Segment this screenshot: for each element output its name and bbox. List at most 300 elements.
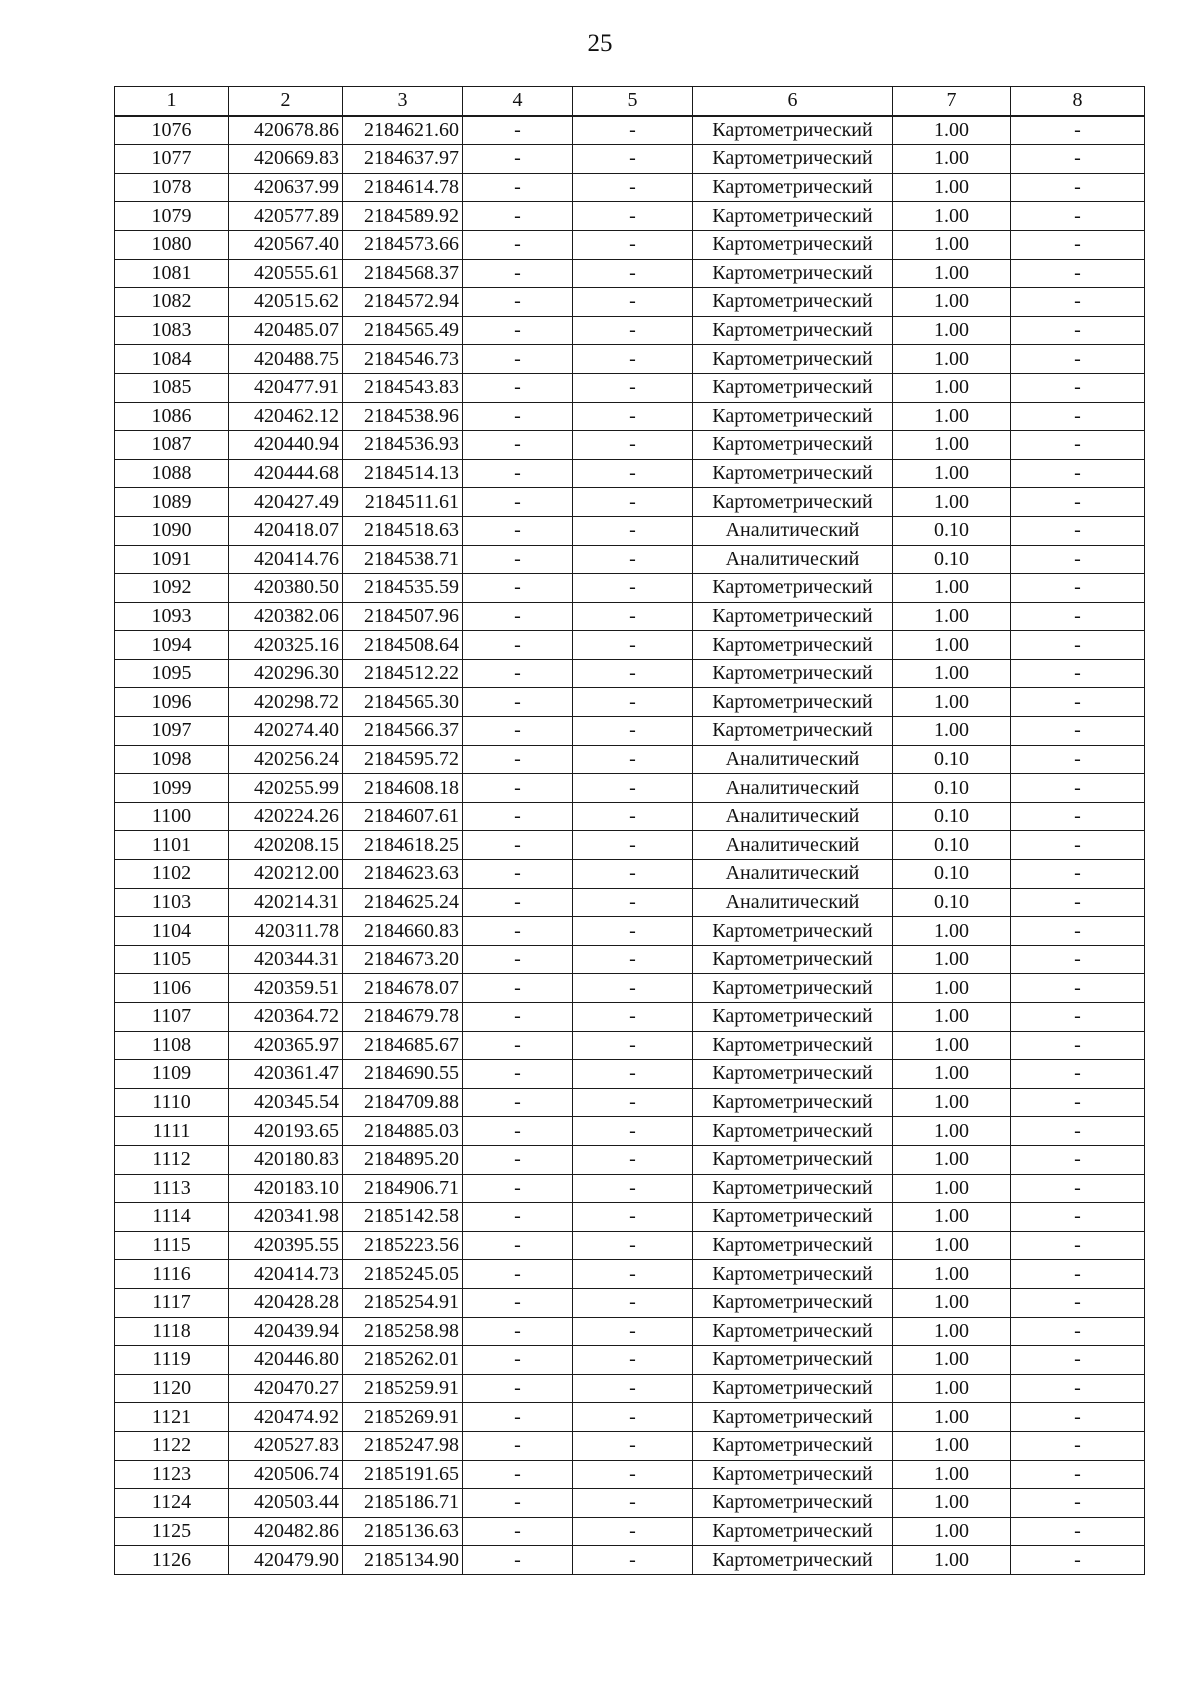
coord-x-cell: 420382.06 — [229, 602, 343, 631]
accuracy-cell: 1.00 — [893, 574, 1011, 603]
table-row — [115, 688, 1145, 717]
accuracy-cell: 1.00 — [893, 917, 1011, 946]
point-number-cell: 1088 — [115, 459, 229, 488]
coord-y-cell: 2184618.25 — [343, 831, 463, 860]
col4-value-cell: - — [463, 345, 573, 374]
point-number-cell: 1122 — [115, 1431, 229, 1460]
coord-y-cell: 2184906.71 — [343, 1174, 463, 1203]
method-cell: Картометрический — [693, 602, 893, 631]
coord-y-cell: 2184608.18 — [343, 774, 463, 803]
table-row — [115, 516, 1145, 545]
coord-x-cell: 420180.83 — [229, 1145, 343, 1174]
method-cell: Картометрический — [693, 717, 893, 746]
col4-value-cell: - — [463, 574, 573, 603]
col4-value-cell: - — [463, 1431, 573, 1460]
accuracy-cell: 0.10 — [893, 745, 1011, 774]
coord-x-cell: 420325.16 — [229, 631, 343, 660]
method-cell: Картометрический — [693, 173, 893, 202]
table-row — [115, 345, 1145, 374]
accuracy-cell: 0.10 — [893, 860, 1011, 889]
coord-y-cell: 2184546.73 — [343, 345, 463, 374]
table-row — [115, 288, 1145, 317]
point-number-cell: 1125 — [115, 1517, 229, 1546]
coord-x-cell: 420380.50 — [229, 574, 343, 603]
method-cell: Картометрический — [693, 373, 893, 402]
point-number-cell: 1111 — [115, 1117, 229, 1146]
method-cell: Картометрический — [693, 431, 893, 460]
method-cell: Картометрический — [693, 688, 893, 717]
coord-y-cell: 2184565.30 — [343, 688, 463, 717]
col8-value-cell: - — [1011, 116, 1145, 145]
coord-x-cell: 420345.54 — [229, 1088, 343, 1117]
coord-x-cell: 420503.44 — [229, 1489, 343, 1518]
table-row — [115, 116, 1145, 145]
col5-value-cell: - — [573, 1546, 693, 1575]
col4-value-cell: - — [463, 1288, 573, 1317]
col4-value-cell: - — [463, 888, 573, 917]
method-cell: Картометрический — [693, 1374, 893, 1403]
coord-x-cell: 420212.00 — [229, 860, 343, 889]
table-header — [115, 87, 1145, 116]
col8-value-cell: - — [1011, 1431, 1145, 1460]
method-cell: Картометрический — [693, 917, 893, 946]
col5-value-cell: - — [573, 173, 693, 202]
coord-y-cell: 2184690.55 — [343, 1060, 463, 1089]
method-cell: Картометрический — [693, 288, 893, 317]
point-number-cell: 1121 — [115, 1403, 229, 1432]
method-cell: Картометрический — [693, 1117, 893, 1146]
col4-value-cell: - — [463, 602, 573, 631]
col8-value-cell: - — [1011, 1003, 1145, 1032]
coord-x-cell: 420427.49 — [229, 488, 343, 517]
point-number-cell: 1079 — [115, 202, 229, 231]
accuracy-cell: 1.00 — [893, 145, 1011, 174]
accuracy-cell: 1.00 — [893, 316, 1011, 345]
col4-value-cell: - — [463, 860, 573, 889]
col4-value-cell: - — [463, 1489, 573, 1518]
col5-value-cell: - — [573, 1117, 693, 1146]
coord-y-cell: 2185258.98 — [343, 1317, 463, 1346]
method-cell: Картометрический — [693, 1288, 893, 1317]
method-cell: Картометрический — [693, 316, 893, 345]
col8-value-cell: - — [1011, 459, 1145, 488]
table-row — [115, 1489, 1145, 1518]
table-body — [115, 116, 1145, 1575]
coord-x-cell: 420446.80 — [229, 1346, 343, 1375]
table-row — [115, 1288, 1145, 1317]
col8-value-cell: - — [1011, 316, 1145, 345]
col5-value-cell: - — [573, 831, 693, 860]
accuracy-cell: 1.00 — [893, 1403, 1011, 1432]
col5-value-cell: - — [573, 431, 693, 460]
table-row — [115, 1003, 1145, 1032]
method-cell: Картометрический — [693, 230, 893, 259]
col5-value-cell: - — [573, 1203, 693, 1232]
column-header-6: 6 — [693, 87, 893, 116]
coord-x-cell: 420359.51 — [229, 974, 343, 1003]
coord-x-cell: 420515.62 — [229, 288, 343, 317]
col8-value-cell: - — [1011, 717, 1145, 746]
method-cell: Картометрический — [693, 1260, 893, 1289]
column-header-1: 1 — [115, 87, 229, 116]
method-cell: Картометрический — [693, 402, 893, 431]
coord-y-cell: 2185186.71 — [343, 1489, 463, 1518]
accuracy-cell: 1.00 — [893, 1374, 1011, 1403]
coord-x-cell: 420637.99 — [229, 173, 343, 202]
coord-y-cell: 2184621.60 — [343, 116, 463, 145]
accuracy-cell: 1.00 — [893, 1489, 1011, 1518]
col5-value-cell: - — [573, 345, 693, 374]
point-number-cell: 1109 — [115, 1060, 229, 1089]
coord-x-cell: 420298.72 — [229, 688, 343, 717]
coord-x-cell: 420678.86 — [229, 116, 343, 145]
coord-y-cell: 2184572.94 — [343, 288, 463, 317]
col4-value-cell: - — [463, 659, 573, 688]
col5-value-cell: - — [573, 602, 693, 631]
col4-value-cell: - — [463, 717, 573, 746]
coord-y-cell: 2184895.20 — [343, 1145, 463, 1174]
point-number-cell: 1104 — [115, 917, 229, 946]
accuracy-cell: 1.00 — [893, 345, 1011, 374]
accuracy-cell: 1.00 — [893, 373, 1011, 402]
method-cell: Картометрический — [693, 1460, 893, 1489]
coord-x-cell: 420193.65 — [229, 1117, 343, 1146]
accuracy-cell: 1.00 — [893, 1174, 1011, 1203]
table-row — [115, 1260, 1145, 1289]
point-number-cell: 1089 — [115, 488, 229, 517]
col8-value-cell: - — [1011, 1346, 1145, 1375]
point-number-cell: 1084 — [115, 345, 229, 374]
coord-y-cell: 2184885.03 — [343, 1117, 463, 1146]
table-row — [115, 831, 1145, 860]
coord-x-cell: 420439.94 — [229, 1317, 343, 1346]
col5-value-cell: - — [573, 1374, 693, 1403]
accuracy-cell: 1.00 — [893, 1431, 1011, 1460]
accuracy-cell: 1.00 — [893, 1517, 1011, 1546]
accuracy-cell: 0.10 — [893, 774, 1011, 803]
table-row — [115, 545, 1145, 574]
accuracy-cell: 1.00 — [893, 259, 1011, 288]
table-row — [115, 259, 1145, 288]
method-cell: Картометрический — [693, 1145, 893, 1174]
col5-value-cell: - — [573, 1517, 693, 1546]
table-row — [115, 1174, 1145, 1203]
table-row — [115, 659, 1145, 688]
col5-value-cell: - — [573, 1060, 693, 1089]
col8-value-cell: - — [1011, 1489, 1145, 1518]
point-number-cell: 1082 — [115, 288, 229, 317]
col5-value-cell: - — [573, 1003, 693, 1032]
coord-x-cell: 420414.73 — [229, 1260, 343, 1289]
col4-value-cell: - — [463, 431, 573, 460]
accuracy-cell: 1.00 — [893, 974, 1011, 1003]
table-row — [115, 402, 1145, 431]
col8-value-cell: - — [1011, 945, 1145, 974]
col5-value-cell: - — [573, 860, 693, 889]
accuracy-cell: 1.00 — [893, 1346, 1011, 1375]
point-number-cell: 1097 — [115, 717, 229, 746]
col4-value-cell: - — [463, 1231, 573, 1260]
accuracy-cell: 1.00 — [893, 173, 1011, 202]
accuracy-cell: 1.00 — [893, 688, 1011, 717]
col5-value-cell: - — [573, 145, 693, 174]
coord-x-cell: 420577.89 — [229, 202, 343, 231]
table-row — [115, 173, 1145, 202]
method-cell: Картометрический — [693, 1231, 893, 1260]
coord-y-cell: 2185191.65 — [343, 1460, 463, 1489]
col4-value-cell: - — [463, 1003, 573, 1032]
table-row — [115, 717, 1145, 746]
coord-y-cell: 2185134.90 — [343, 1546, 463, 1575]
accuracy-cell: 1.00 — [893, 1145, 1011, 1174]
coord-x-cell: 420224.26 — [229, 802, 343, 831]
method-cell: Картометрический — [693, 116, 893, 145]
table-row — [115, 431, 1145, 460]
accuracy-cell: 1.00 — [893, 717, 1011, 746]
point-number-cell: 1081 — [115, 259, 229, 288]
col5-value-cell: - — [573, 1174, 693, 1203]
col4-value-cell: - — [463, 631, 573, 660]
col5-value-cell: - — [573, 945, 693, 974]
col4-value-cell: - — [463, 1260, 573, 1289]
col8-value-cell: - — [1011, 831, 1145, 860]
coord-x-cell: 420474.92 — [229, 1403, 343, 1432]
point-number-cell: 1094 — [115, 631, 229, 660]
col5-value-cell: - — [573, 631, 693, 660]
col5-value-cell: - — [573, 1231, 693, 1260]
coord-y-cell: 2184568.37 — [343, 259, 463, 288]
col5-value-cell: - — [573, 1317, 693, 1346]
table-row — [115, 574, 1145, 603]
coord-x-cell: 420418.07 — [229, 516, 343, 545]
col8-value-cell: - — [1011, 1231, 1145, 1260]
point-number-cell: 1092 — [115, 574, 229, 603]
col4-value-cell: - — [463, 516, 573, 545]
col5-value-cell: - — [573, 1489, 693, 1518]
coord-x-cell: 420311.78 — [229, 917, 343, 946]
coord-y-cell: 2185245.05 — [343, 1260, 463, 1289]
coord-x-cell: 420274.40 — [229, 717, 343, 746]
coord-y-cell: 2185247.98 — [343, 1431, 463, 1460]
method-cell: Картометрический — [693, 1203, 893, 1232]
method-cell: Картометрический — [693, 945, 893, 974]
coord-x-cell: 420555.61 — [229, 259, 343, 288]
table-row — [115, 1031, 1145, 1060]
col8-value-cell: - — [1011, 1088, 1145, 1117]
col8-value-cell: - — [1011, 688, 1145, 717]
table-row — [115, 1546, 1145, 1575]
col4-value-cell: - — [463, 173, 573, 202]
accuracy-cell: 1.00 — [893, 1088, 1011, 1117]
coord-y-cell: 2184512.22 — [343, 659, 463, 688]
table-row — [115, 1231, 1145, 1260]
col8-value-cell: - — [1011, 1145, 1145, 1174]
col8-value-cell: - — [1011, 745, 1145, 774]
col5-value-cell: - — [573, 774, 693, 803]
point-number-cell: 1115 — [115, 1231, 229, 1260]
col4-value-cell: - — [463, 1174, 573, 1203]
coord-y-cell: 2184589.92 — [343, 202, 463, 231]
coord-x-cell: 420488.75 — [229, 345, 343, 374]
point-number-cell: 1078 — [115, 173, 229, 202]
coord-y-cell: 2184679.78 — [343, 1003, 463, 1032]
coord-y-cell: 2184536.93 — [343, 431, 463, 460]
col5-value-cell: - — [573, 1145, 693, 1174]
coord-x-cell: 420428.28 — [229, 1288, 343, 1317]
accuracy-cell: 0.10 — [893, 802, 1011, 831]
table-row — [115, 316, 1145, 345]
method-cell: Картометрический — [693, 1346, 893, 1375]
coord-y-cell: 2184709.88 — [343, 1088, 463, 1117]
coord-x-cell: 420256.24 — [229, 745, 343, 774]
coord-y-cell: 2184660.83 — [343, 917, 463, 946]
coord-y-cell: 2184538.71 — [343, 545, 463, 574]
table-row — [115, 945, 1145, 974]
accuracy-cell: 1.00 — [893, 288, 1011, 317]
col8-value-cell: - — [1011, 1174, 1145, 1203]
point-number-cell: 1124 — [115, 1489, 229, 1518]
accuracy-cell: 0.10 — [893, 831, 1011, 860]
coord-y-cell: 2185136.63 — [343, 1517, 463, 1546]
col8-value-cell: - — [1011, 602, 1145, 631]
col8-value-cell: - — [1011, 259, 1145, 288]
col8-value-cell: - — [1011, 1317, 1145, 1346]
coord-x-cell: 420479.90 — [229, 1546, 343, 1575]
coord-x-cell: 420444.68 — [229, 459, 343, 488]
col4-value-cell: - — [463, 831, 573, 860]
coord-x-cell: 420341.98 — [229, 1203, 343, 1232]
coordinates-table — [114, 86, 1145, 1575]
coord-y-cell: 2184565.49 — [343, 316, 463, 345]
point-number-cell: 1113 — [115, 1174, 229, 1203]
table-row — [115, 1145, 1145, 1174]
method-cell: Картометрический — [693, 1174, 893, 1203]
method-cell: Картометрический — [693, 1088, 893, 1117]
method-cell: Картометрический — [693, 1031, 893, 1060]
point-number-cell: 1102 — [115, 860, 229, 889]
col5-value-cell: - — [573, 402, 693, 431]
table-row — [115, 860, 1145, 889]
point-number-cell: 1083 — [115, 316, 229, 345]
col4-value-cell: - — [463, 288, 573, 317]
method-cell: Картометрический — [693, 1431, 893, 1460]
col5-value-cell: - — [573, 516, 693, 545]
accuracy-cell: 1.00 — [893, 1117, 1011, 1146]
coord-y-cell: 2184623.63 — [343, 860, 463, 889]
coord-y-cell: 2185269.91 — [343, 1403, 463, 1432]
point-number-cell: 1085 — [115, 373, 229, 402]
coord-x-cell: 420364.72 — [229, 1003, 343, 1032]
coord-y-cell: 2184607.61 — [343, 802, 463, 831]
col4-value-cell: - — [463, 1117, 573, 1146]
table-row — [115, 602, 1145, 631]
method-cell: Аналитический — [693, 545, 893, 574]
point-number-cell: 1110 — [115, 1088, 229, 1117]
method-cell: Картометрический — [693, 974, 893, 1003]
coord-y-cell: 2184514.13 — [343, 459, 463, 488]
coord-x-cell: 420296.30 — [229, 659, 343, 688]
point-number-cell: 1103 — [115, 888, 229, 917]
col4-value-cell: - — [463, 1460, 573, 1489]
table-row — [115, 1431, 1145, 1460]
col4-value-cell: - — [463, 802, 573, 831]
point-number-cell: 1086 — [115, 402, 229, 431]
coord-x-cell: 420255.99 — [229, 774, 343, 803]
point-number-cell: 1116 — [115, 1260, 229, 1289]
method-cell: Картометрический — [693, 1060, 893, 1089]
col8-value-cell: - — [1011, 545, 1145, 574]
point-number-cell: 1090 — [115, 516, 229, 545]
col5-value-cell: - — [573, 1088, 693, 1117]
coord-y-cell: 2184678.07 — [343, 974, 463, 1003]
col8-value-cell: - — [1011, 1374, 1145, 1403]
column-header-8: 8 — [1011, 87, 1145, 116]
coord-y-cell: 2184573.66 — [343, 230, 463, 259]
accuracy-cell: 1.00 — [893, 1203, 1011, 1232]
point-number-cell: 1107 — [115, 1003, 229, 1032]
column-header-2: 2 — [229, 87, 343, 116]
col8-value-cell: - — [1011, 974, 1145, 1003]
method-cell: Картометрический — [693, 1546, 893, 1575]
col8-value-cell: - — [1011, 774, 1145, 803]
col4-value-cell: - — [463, 1203, 573, 1232]
method-cell: Картометрический — [693, 345, 893, 374]
coord-x-cell: 420214.31 — [229, 888, 343, 917]
method-cell: Аналитический — [693, 774, 893, 803]
col4-value-cell: - — [463, 688, 573, 717]
coord-x-cell: 420361.47 — [229, 1060, 343, 1089]
table-row — [115, 802, 1145, 831]
col4-value-cell: - — [463, 488, 573, 517]
col8-value-cell: - — [1011, 888, 1145, 917]
col8-value-cell: - — [1011, 1260, 1145, 1289]
point-number-cell: 1100 — [115, 802, 229, 831]
col5-value-cell: - — [573, 488, 693, 517]
accuracy-cell: 1.00 — [893, 1003, 1011, 1032]
col4-value-cell: - — [463, 545, 573, 574]
col5-value-cell: - — [573, 373, 693, 402]
col4-value-cell: - — [463, 974, 573, 1003]
point-number-cell: 1112 — [115, 1145, 229, 1174]
coord-x-cell: 420414.76 — [229, 545, 343, 574]
col8-value-cell: - — [1011, 173, 1145, 202]
point-number-cell: 1119 — [115, 1346, 229, 1375]
col8-value-cell: - — [1011, 802, 1145, 831]
col8-value-cell: - — [1011, 659, 1145, 688]
col5-value-cell: - — [573, 802, 693, 831]
method-cell: Аналитический — [693, 860, 893, 889]
page-number: 25 — [587, 30, 613, 57]
method-cell: Аналитический — [693, 516, 893, 545]
col5-value-cell: - — [573, 659, 693, 688]
col8-value-cell: - — [1011, 631, 1145, 660]
col5-value-cell: - — [573, 545, 693, 574]
point-number-cell: 1106 — [115, 974, 229, 1003]
col8-value-cell: - — [1011, 1288, 1145, 1317]
col8-value-cell: - — [1011, 373, 1145, 402]
col8-value-cell: - — [1011, 917, 1145, 946]
table-row — [115, 1317, 1145, 1346]
method-cell: Аналитический — [693, 745, 893, 774]
accuracy-cell: 1.00 — [893, 202, 1011, 231]
table-row — [115, 1403, 1145, 1432]
coord-y-cell: 2185262.01 — [343, 1346, 463, 1375]
method-cell: Картометрический — [693, 1003, 893, 1032]
col5-value-cell: - — [573, 316, 693, 345]
col5-value-cell: - — [573, 288, 693, 317]
coord-y-cell: 2184543.83 — [343, 373, 463, 402]
table-row — [115, 459, 1145, 488]
